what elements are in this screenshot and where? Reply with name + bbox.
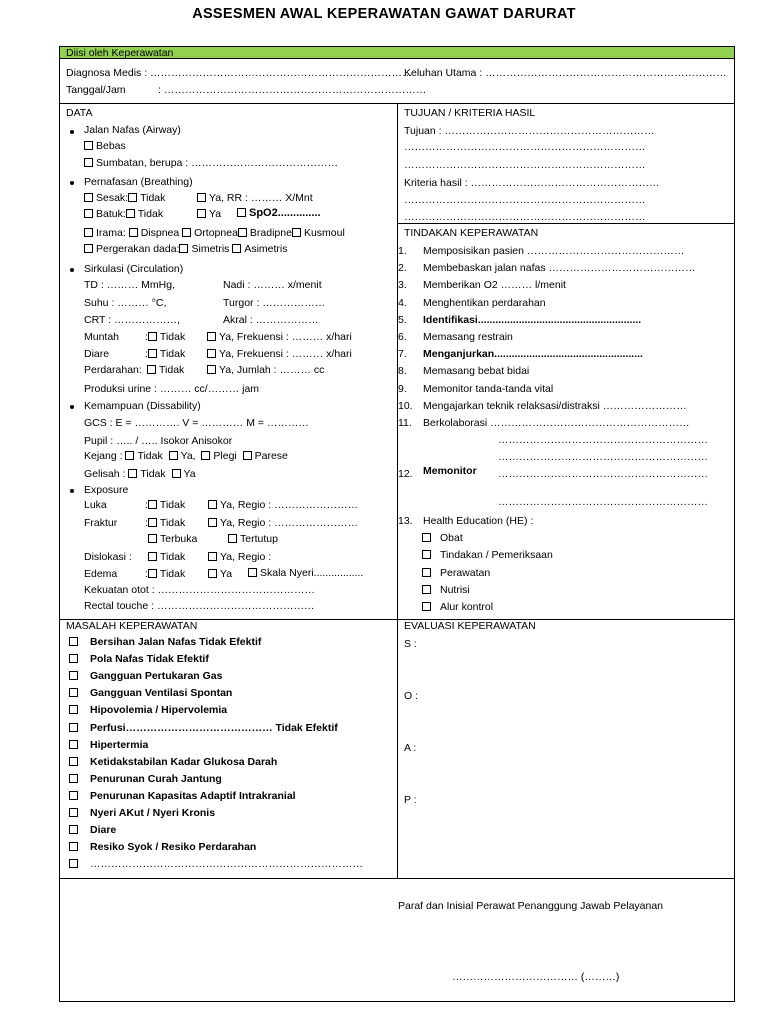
tindakan-number: 7. xyxy=(398,348,407,361)
tindakan-number: 13. xyxy=(398,515,413,527)
kriteria-dots[interactable]: …………………………………………………………… xyxy=(404,211,646,223)
checkbox[interactable] xyxy=(69,757,78,766)
checkbox[interactable] xyxy=(422,585,431,594)
tindakan-number: 12. xyxy=(398,468,413,480)
edema-ya[interactable]: Ya xyxy=(208,568,232,581)
tindakan-item[interactable]: Memposisikan pasien ……………………………………… xyxy=(423,245,685,257)
header-band: Diisi oleh Keperawatan xyxy=(60,47,734,59)
muntah-ya[interactable]: Ya, Frekuensi : ……… x/hari xyxy=(207,331,352,344)
tujuan-field[interactable]: Tujuan : …………………………………………………… xyxy=(404,125,655,137)
checkbox[interactable] xyxy=(243,451,252,460)
checkbox[interactable] xyxy=(69,723,78,732)
diare-ya[interactable]: Ya, Frekuensi : ……… x/hari xyxy=(207,348,352,361)
he-option[interactable]: Obat xyxy=(422,532,463,545)
masalah-item[interactable]: Diare xyxy=(69,824,116,837)
kejang-row: Kejang : Tidak Ya, Plegi Parese xyxy=(84,450,288,462)
crt-field[interactable]: CRT : ………………, xyxy=(84,314,180,326)
nadi-field[interactable]: Nadi : ……… x/menit xyxy=(223,279,322,291)
exposure-title: Exposure xyxy=(84,484,129,496)
paraf-label: Paraf dan Inisial Perawat Penanggung Jawab Pelayanan xyxy=(398,900,664,912)
checkbox[interactable] xyxy=(232,244,241,253)
checkbox[interactable] xyxy=(148,349,157,358)
he-option[interactable]: Nutrisi xyxy=(422,584,470,597)
masalah-item[interactable]: …………………………………………………………………… xyxy=(69,858,363,871)
checkbox[interactable] xyxy=(197,193,206,202)
masalah-item[interactable]: Resiko Syok / Resiko Perdarahan xyxy=(69,841,256,854)
checkbox[interactable] xyxy=(207,332,216,341)
masalah-item[interactable]: Nyeri AKut / Nyeri Kronis xyxy=(69,807,215,820)
checkbox[interactable] xyxy=(207,365,216,374)
checkbox[interactable] xyxy=(69,825,78,834)
checkbox[interactable] xyxy=(422,602,431,611)
kriteria-dots[interactable]: …………………………………………………………… xyxy=(404,194,646,206)
checkbox[interactable] xyxy=(69,808,78,817)
dislokasi-tidak[interactable]: Tidak xyxy=(148,551,185,564)
tindakan-item[interactable]: Memberikan O2 ……… l/menit xyxy=(423,279,566,292)
checkbox[interactable] xyxy=(128,469,137,478)
he-option[interactable]: Perawatan xyxy=(422,567,490,580)
tindakan-item[interactable]: Mengajarkan teknik relaksasi/distraksi …………………… xyxy=(423,399,687,412)
keluhan-utama-field[interactable]: Keluhan Utama : …………………………………………………………… xyxy=(404,67,727,79)
tindakan-number: 3. xyxy=(398,279,407,292)
irama-row: Irama: Dispnea Ortopnea Bradipne Kusmoul xyxy=(84,227,345,240)
checkbox[interactable] xyxy=(292,228,301,237)
masalah-item[interactable]: Hipertermia xyxy=(69,739,148,752)
diagnosa-medis-field[interactable]: Diagnosa Medis : ………………………………………………………………… xyxy=(66,67,413,79)
kekuatan-otot-field[interactable]: Kekuatan otot : ……………………………………… xyxy=(84,584,316,596)
checkbox[interactable] xyxy=(148,534,157,543)
checkbox[interactable] xyxy=(228,534,237,543)
checkbox[interactable] xyxy=(169,451,178,460)
luka-tidak[interactable]: : Tidak xyxy=(145,499,186,511)
tindakan-item[interactable]: Memasang restrain xyxy=(423,331,513,343)
signature-field[interactable]: ……………………………… (………) xyxy=(452,971,620,983)
turgor-field[interactable]: Turgor : ……………… xyxy=(223,297,326,309)
checkbox[interactable] xyxy=(69,774,78,783)
fraktur-label: Fraktur xyxy=(84,517,118,529)
checkbox[interactable] xyxy=(69,637,78,646)
checkbox[interactable] xyxy=(422,568,431,577)
gcs-field[interactable]: GCS : E = …………. V = ………… M = ………… xyxy=(84,417,309,429)
gelisah-row: Gelisah : Tidak Ya xyxy=(84,468,196,480)
airway-title: Jalan Nafas (Airway) xyxy=(84,124,181,136)
masalah-item[interactable]: Bersihan Jalan Nafas Tidak Efektif xyxy=(69,636,261,649)
he-label: Health Education (HE) : xyxy=(423,515,534,527)
rectal-touche-field[interactable]: Rectal touche : ……………………………………… xyxy=(84,600,315,612)
edema-label: Edema xyxy=(84,568,118,580)
checkbox[interactable] xyxy=(148,332,157,341)
fraktur-tidak[interactable]: : Tidak xyxy=(145,517,186,529)
he-option[interactable]: Alur kontrol xyxy=(422,601,493,614)
checkbox[interactable] xyxy=(84,158,93,167)
checkbox[interactable] xyxy=(84,141,93,150)
checkbox[interactable] xyxy=(422,533,431,542)
dislokasi-label: Dislokasi : xyxy=(84,551,132,563)
checkbox[interactable] xyxy=(201,451,210,460)
kriteria-field[interactable]: Kriteria hasil : ……………………………………………… xyxy=(404,177,660,189)
tindakan-number: 2. xyxy=(398,262,407,275)
muntah-tidak[interactable]: : Tidak xyxy=(145,331,186,343)
checkbox[interactable] xyxy=(69,688,78,697)
sesak-ya-option[interactable]: Ya, RR : ……… X/Mnt xyxy=(197,192,313,205)
luka-ya[interactable]: Ya, Regio : …………………… xyxy=(208,499,358,512)
tujuan-heading: TUJUAN / KRITERIA HASIL xyxy=(404,107,536,119)
tanggal-field[interactable]: : ………………………………………………………………… xyxy=(158,84,427,96)
checkbox[interactable] xyxy=(148,500,157,509)
memonitor-dots[interactable]: …………………………………………………… xyxy=(498,496,708,508)
evaluasi-o[interactable]: O : xyxy=(404,690,419,702)
evaluasi-s[interactable]: S : xyxy=(404,638,417,650)
checkbox[interactable] xyxy=(148,569,157,578)
masalah-item[interactable]: Penurunan Kapasitas Adaptif Intrakranial xyxy=(69,790,296,803)
checkbox[interactable] xyxy=(182,228,191,237)
checkbox[interactable] xyxy=(208,552,217,561)
checkbox[interactable] xyxy=(69,671,78,680)
kolaborasi-dots[interactable]: …………………………………………………… xyxy=(498,434,708,446)
checkbox[interactable] xyxy=(69,842,78,851)
divider xyxy=(397,223,734,224)
tujuan-dots[interactable]: …………………………………………………………… xyxy=(404,159,646,171)
kolaborasi-dots[interactable]: …………………………………………………… xyxy=(498,451,708,463)
checkbox[interactable] xyxy=(248,568,257,577)
batuk-row: Batuk: Tidak xyxy=(84,208,163,221)
checkbox[interactable] xyxy=(84,228,93,237)
masalah-item[interactable]: Hipovolemia / Hipervolemia xyxy=(69,704,227,717)
checkbox[interactable] xyxy=(84,209,93,218)
checkbox[interactable] xyxy=(208,500,217,509)
checkbox[interactable] xyxy=(128,193,137,202)
divider xyxy=(60,878,734,879)
sumbatan-option[interactable]: Sumbatan, berupa : …………………………………… xyxy=(84,157,338,170)
tindakan-item[interactable]: Menganjurkan................................................... xyxy=(423,348,643,361)
muntah-label: Muntah xyxy=(84,331,120,343)
tindakan-item[interactable]: Membebaskan jalan nafas …………………………………… xyxy=(423,262,696,275)
checkbox[interactable] xyxy=(84,244,93,253)
checkbox[interactable] xyxy=(69,859,78,868)
tindakan-number: 5. xyxy=(398,313,407,326)
suhu-field[interactable]: Suhu : ……… °C, xyxy=(84,297,167,309)
tindakan-heading: TINDAKAN KEPERAWATAN xyxy=(404,227,539,239)
checkbox[interactable] xyxy=(207,349,216,358)
checkbox[interactable] xyxy=(148,518,157,527)
tindakan-number: 4. xyxy=(398,296,407,309)
diare-tidak[interactable]: : Tidak xyxy=(145,348,186,360)
checkbox[interactable] xyxy=(129,228,138,237)
disability-title: Kemampuan (Dissability) xyxy=(84,400,201,412)
spo2-field[interactable]: SpO2.............. xyxy=(237,207,321,220)
akral-field[interactable]: Akral : ……………… xyxy=(223,314,319,326)
tindakan-item[interactable]: Menghentikan perdarahan xyxy=(423,296,546,309)
tindakan-number: 8. xyxy=(398,365,407,378)
tindakan-number: 1. xyxy=(398,245,407,257)
checkbox[interactable] xyxy=(148,552,157,561)
perdarahan-ya[interactable]: Ya, Jumlah : ……… cc xyxy=(207,364,324,377)
tindakan-item[interactable]: Memasang bebat bidai xyxy=(423,365,530,378)
he-option[interactable]: Tindakan / Pemeriksaan xyxy=(422,549,553,562)
tindakan-item[interactable]: Memonitor tanda-tanda vital xyxy=(423,382,554,395)
batuk-ya-option[interactable]: Ya xyxy=(197,208,221,221)
bullet xyxy=(70,489,74,493)
checkbox[interactable] xyxy=(69,705,78,714)
tindakan-number: 9. xyxy=(398,382,407,395)
tanggal-label: Tanggal/Jam xyxy=(66,84,126,96)
breathing-title: Pernafasan (Breathing) xyxy=(84,176,193,188)
checkbox[interactable] xyxy=(172,469,181,478)
dislokasi-ya[interactable]: Ya, Regio : xyxy=(208,551,271,564)
checkbox[interactable] xyxy=(84,193,93,202)
evaluasi-heading: EVALUASI KEPERAWATAN xyxy=(404,620,536,632)
masalah-item[interactable]: Perfusi…………………………………… Tidak Efektif xyxy=(69,722,338,735)
bebas-option[interactable]: Bebas xyxy=(84,140,126,153)
form-title: ASSESMEN AWAL KEPERAWATAN GAWAT DARURAT xyxy=(192,6,576,22)
perdarahan-tidak[interactable]: Tidak xyxy=(147,364,184,377)
evaluasi-a[interactable]: A : xyxy=(404,742,417,754)
fraktur-ya[interactable]: Ya, Regio : …………………… xyxy=(208,517,358,530)
tertutup-option[interactable]: Tertutup xyxy=(228,533,278,546)
masalah-item[interactable]: Penurunan Curah Jantung xyxy=(69,773,222,786)
skala-nyeri-field[interactable]: Skala Nyeri................. xyxy=(248,567,363,580)
perdarahan-label: Perdarahan: xyxy=(84,364,142,376)
checkbox[interactable] xyxy=(69,791,78,800)
masalah-item[interactable]: Ketidakstabilan Kadar Glukosa Darah xyxy=(69,756,277,769)
tindakan-item[interactable]: Berkolaborasi ………………………………………………… xyxy=(423,417,690,429)
bullet xyxy=(70,181,74,185)
luka-label: Luka xyxy=(84,499,107,511)
evaluasi-p[interactable]: P : xyxy=(404,794,417,806)
checkbox[interactable] xyxy=(147,365,156,374)
checkbox[interactable] xyxy=(197,209,206,218)
checkbox[interactable] xyxy=(422,550,431,559)
checkbox[interactable] xyxy=(208,518,217,527)
masalah-heading: MASALAH KEPERAWATAN xyxy=(66,620,198,632)
bullet xyxy=(70,268,74,272)
checkbox[interactable] xyxy=(208,569,217,578)
urine-field[interactable]: Produksi urine : ……… cc/……… jam xyxy=(84,383,260,395)
td-field[interactable]: TD : ……… MmHg, xyxy=(84,279,175,291)
terbuka-option[interactable]: Terbuka xyxy=(148,533,197,546)
checkbox[interactable] xyxy=(126,209,135,218)
memonitor-label: Memonitor xyxy=(423,465,477,477)
checkbox[interactable] xyxy=(125,451,134,460)
tujuan-dots[interactable]: …………………………………………………………… xyxy=(404,141,646,153)
checkbox[interactable] xyxy=(238,228,247,237)
tindakan-number: 11. xyxy=(398,417,412,429)
checkbox[interactable] xyxy=(179,244,188,253)
sesak-row: Sesak: Tidak xyxy=(84,192,165,205)
circulation-title: Sirkulasi (Circulation) xyxy=(84,263,184,275)
checkbox[interactable] xyxy=(237,208,246,217)
memonitor-dots[interactable]: …………………………………………………… xyxy=(498,468,708,480)
tindakan-number: 6. xyxy=(398,331,407,343)
masalah-item[interactable]: Gangguan Ventilasi Spontan xyxy=(69,687,232,700)
edema-tidak[interactable]: : Tidak xyxy=(145,568,186,580)
pupil-field[interactable]: Pupil : ….. / ….. Isokor Anisokor xyxy=(84,435,233,447)
diare-label: Diare xyxy=(84,348,110,360)
pergerakan-row: Pergerakan dada: Simetris Asimetris xyxy=(84,243,288,256)
bullet xyxy=(70,130,74,134)
bullet xyxy=(70,405,74,409)
divider xyxy=(397,619,398,878)
tindakan-item[interactable]: Identifikasi........................................................ xyxy=(423,313,642,326)
assessment-form xyxy=(59,46,735,1002)
data-heading: DATA xyxy=(66,107,93,119)
masalah-item[interactable]: Gangguan Pertukaran Gas xyxy=(69,670,222,683)
tindakan-number: 10. xyxy=(398,399,413,412)
masalah-item[interactable]: Pola Nafas Tidak Efektif xyxy=(69,653,209,666)
checkbox[interactable] xyxy=(69,654,78,663)
checkbox[interactable] xyxy=(69,740,78,749)
